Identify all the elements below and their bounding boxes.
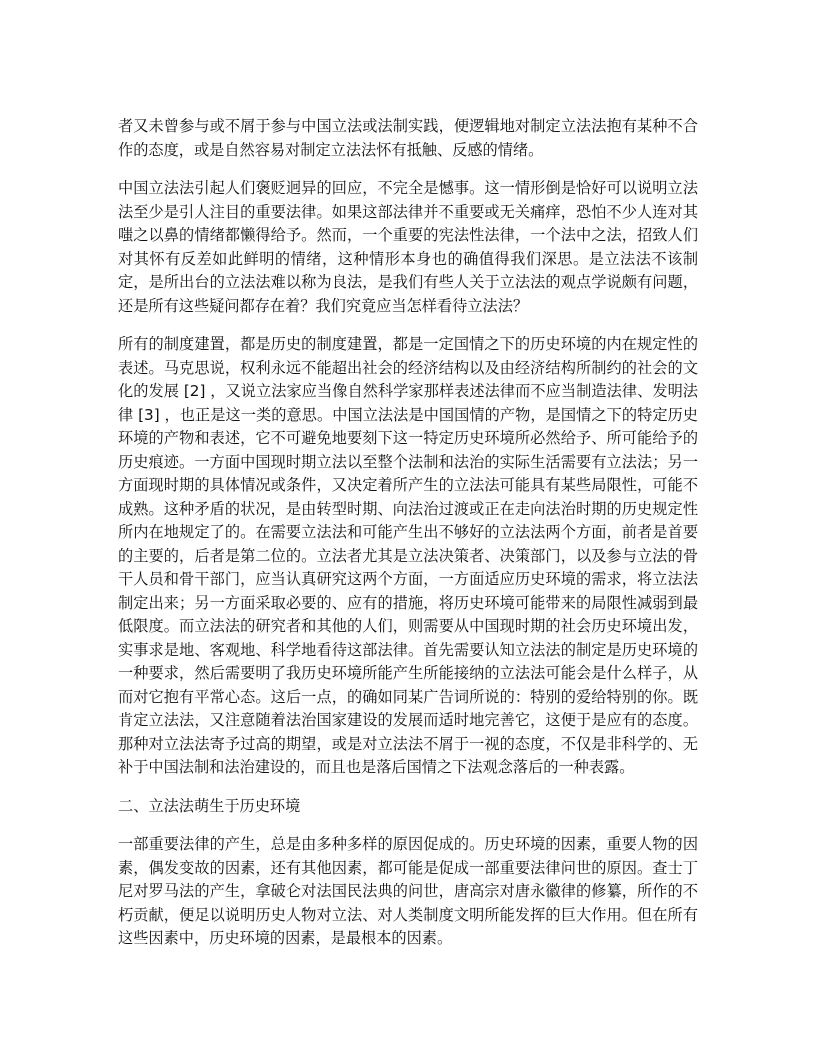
section-heading: 二、立法法萌生于历史环境 bbox=[118, 796, 301, 815]
paragraph-intro-continuation: 者又未曾参与或不屑于参与中国立法或法制实践，便逻辑地对制定立法法抱有某种不合作的态度，或是自然容易对制定立法法怀有抵触、反感的情绪。 bbox=[118, 117, 698, 159]
paragraph-section-two: 一部重要法律的产生，总是由多种多样的原因促成的。历史环境的因素，重要人物的因素，偶发变故的因素，还有其他因素，都可能是促成一部重要法律问世的原因。查士丁尼对罗马法的产生，拿破仑对法国民法典的问世，唐高宗对唐永徽律的修纂，所作的不朽贡献，便足以说明历史人物对立法、对人类制度文明所能发挥的巨大作用。但在所有这些因素中，历史环境的因素，是最根本的因素。 bbox=[118, 835, 698, 947]
document-page bbox=[118, 115, 698, 966]
paragraph-reception: 中国立法法引起人们褒贬迥异的回应，不完全是憾事。这一情形倒是恰好可以说明立法法至少是引人注目的重要法律。如果这部法律并不重要或无关痛痒，恐怕不少人连对其嗤之以鼻的情绪都懒得给予。然而，一个重要的宪法性法律，一个法中之法，招致人们对其怀有反差如此鲜明的情绪，这种情形本身也的确值得我们深思。是立法法不该制定，是所出台的立法法难以称为良法，是我们有些人关于立法法的观点学说颇有问题，还是所有这些疑问都存在着？我们究竟应当怎样看待立法法？ bbox=[118, 179, 698, 315]
paragraph-historical-context: 所有的制度建置，都是历史的制度建置，都是一定国情之下的历史环境的内在规定性的表述。马克思说，权利永远不能超出社会的经济结构以及由经济结构所制约的社会的文化的发展 [2] ，又说立法家应当像自然科学家那样表述法律而不应当制造法律、发明法律 [3] ，也正是这一类的意思。中国立法法是中国国情的产物，是国情之下的特定历史环境的产物和表述，它不可避免地要刻下这一特定历史环境所必然给予、所可能给予的历史痕迹。一方面中国现时期立法以至整个法制和法治的实际生活需要有立法法；另一方面现时期的具体情况或条件，又决定着所产生的立法法可能具有某些局限性，可能不成熟。这种矛盾的状况，是由转型时期、向法治过渡或正在走向法治时期的历史规定性所内在地规定了的。在需要立法法和可能产生出不够好的立法法两个方面，前者是首要的主要的，后者是第二位的。立法者尤其是立法决策者、决策部门，以及参与立法的骨干人员和骨干部门，应当认真研究这两个方面，一方面适应历史环境的需求，将立法法制定出来；另一方面采取必要的、应有的措施，将历史环境可能带来的局限性减弱到最低限度。而立法法的研究者和其他的人们，则需要从中国现时期的社会历史环境出发，实事求是地、客观地、科学地看待这部法律。首先需要认知立法法的制定是历史环境的一种要求，然后需要明了我历史环境所能产生所能接纳的立法法可能会是什么样子，从而对它抱有平常心态。这后一点，的确如同某广告词所说的：特别的爱给特别的你。既肯定立法法，又注意随着法治国家建设的发展而适时地完善它，这便于是应有的态度。那种对立法法寄予过高的期望，或是对立法法不屑于一视的态度，不仅是非科学的、无补于中国法制和法治建设的，而且也是落后国情之下法观念落后的一种表露。 bbox=[118, 335, 698, 776]
